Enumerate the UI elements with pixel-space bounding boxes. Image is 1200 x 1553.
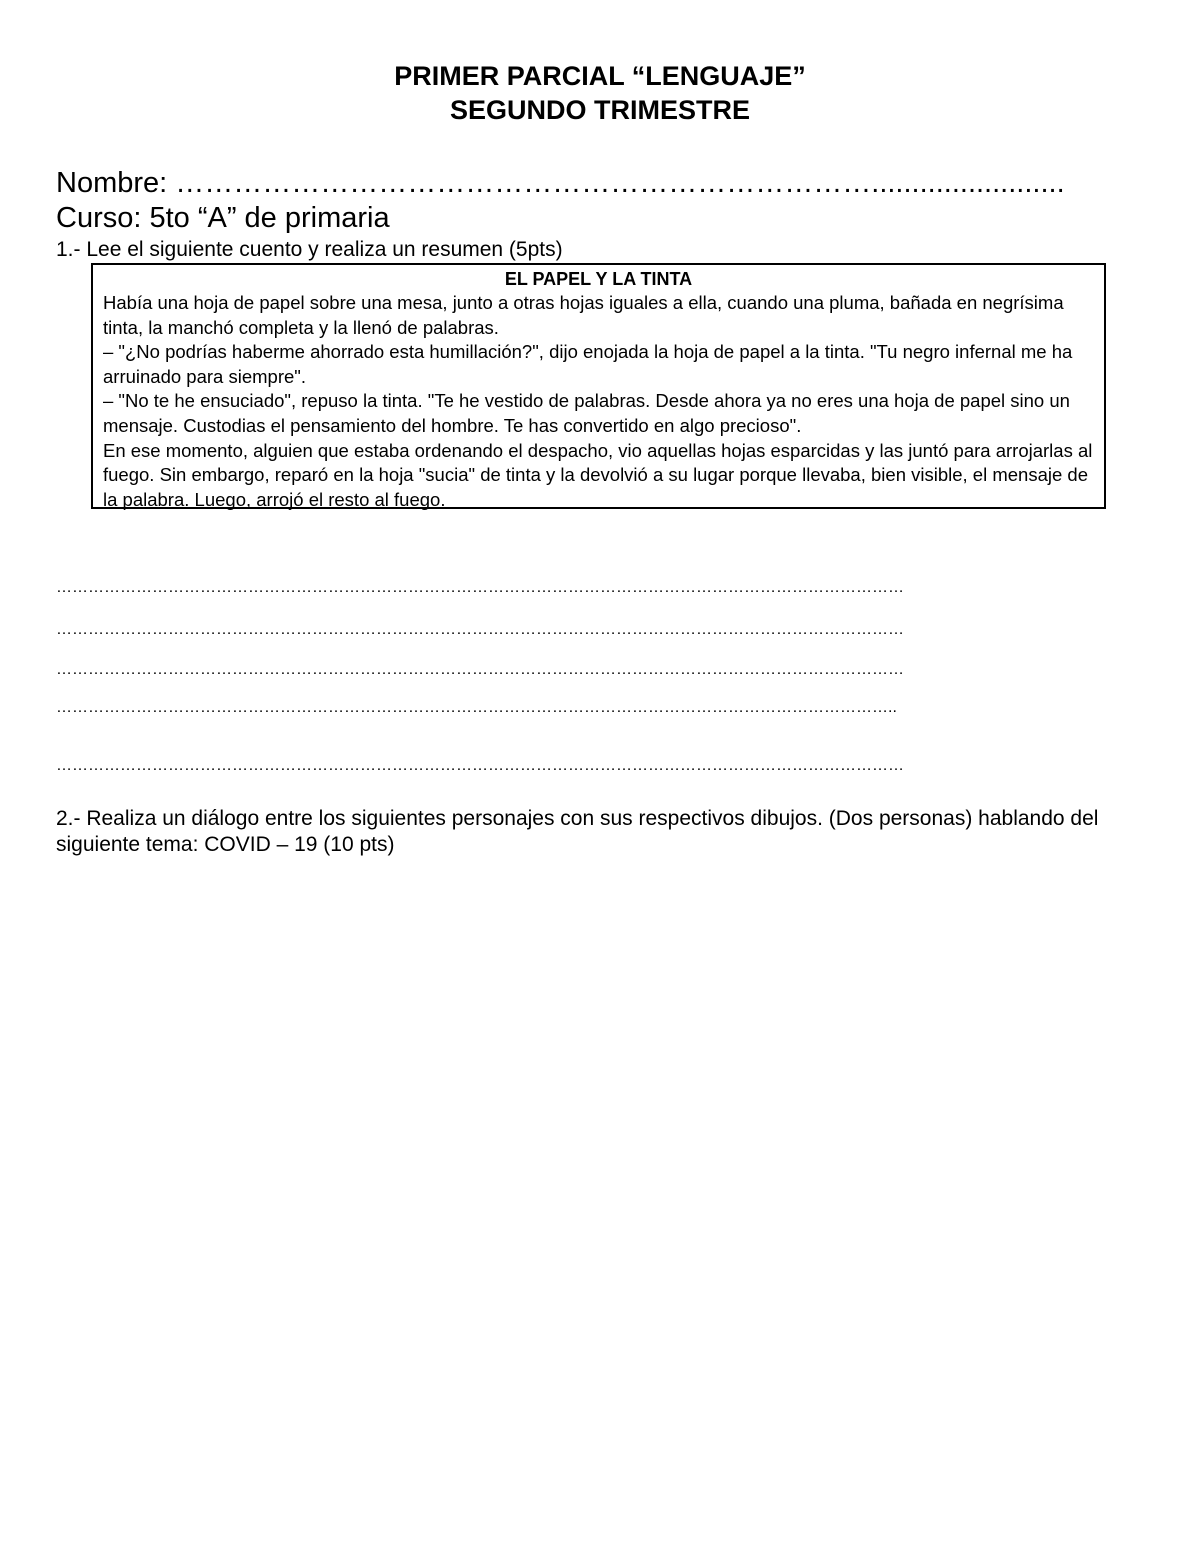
answer-line: …………………………………………………………………………………………………………………………………………… <box>56 579 904 596</box>
course-line: Curso: 5to “A” de primaria <box>56 202 390 234</box>
story-title: EL PAPEL Y LA TINTA <box>504 269 693 289</box>
story-paragraph: – "No te he ensuciado", repuso la tinta. "Te he vestido de palabras. Desde ahora ya no eres una hoja de papel sino un mensaje. Custodias el pensamiento del hombre. Te has convertido en algo precioso". <box>103 390 1070 436</box>
answer-line: ………………………………………………………………………………………………………………………………………….. <box>56 699 897 716</box>
answer-line: …………………………………………………………………………………………………………………………………………… <box>56 621 904 638</box>
story-paragraph: Había una hoja de papel sobre una mesa, junto a otras hojas iguales a ella, cuando una pluma, bañada en negrísima tinta, la manchó completa y la llenó de palabras. <box>103 292 1064 338</box>
question-1-prompt: 1.- Lee el siguiente cuento y realiza un resumen (5pts) <box>56 238 563 261</box>
name-field-line: Nombre: ………………………………………………………………........................ <box>56 167 1065 199</box>
story-box <box>91 263 1106 509</box>
exam-subtitle: SEGUNDO TRIMESTRE <box>449 95 751 125</box>
story-paragraph: – "¿No podrías haberme ahorrado esta humillación?", dijo enojada la hoja de papel a la tinta. "Tu negro infernal me ha arruinado para siempre". <box>103 341 1073 387</box>
answer-line: …………………………………………………………………………………………………………………………………………… <box>56 757 904 774</box>
story-paragraph: En ese momento, alguien que estaba ordenando el despacho, vio aquellas hojas esparcidas y las juntó para arrojarlas al fuego. Sin embargo, reparó en la hoja "sucia" de tinta y la devolvió a su lugar porque llevaba, bien visible, el mensaje de la palabra. Luego, arrojó el resto al fuego. <box>103 439 1093 510</box>
exam-title: PRIMER PARCIAL “LENGUAJE” <box>394 61 806 91</box>
answer-line: …………………………………………………………………………………………………………………………………………… <box>56 661 904 678</box>
question-2-prompt: 2.- Realiza un diálogo entre los siguientes personajes con sus respectivos dibujos. (Dos personas) hablando del siguiente tema: COVID – 19 (10 pts) <box>56 807 1099 856</box>
